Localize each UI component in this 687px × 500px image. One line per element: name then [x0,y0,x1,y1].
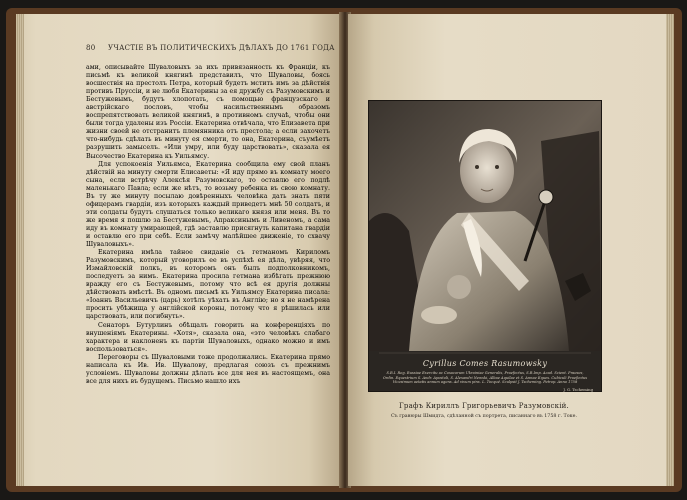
portrait-plate [368,100,602,392]
left-page-edge [16,14,24,486]
body-paragraph-2: Для успокоенія Уильямса, Екатерина сообщила ему свой планъ дѣйствій на минуту смерти Елисаветы: «Я иду прямо въ комнату моего сына, если встрѣчу Алексѣя Разумовскаго, то оставлю его подлѣ маленькаго Павла; если же нѣтъ, то возьму ребенка въ свою комнату. Въ ту же минуту посылаю довѣренныхъ человѣка дать знать пяти офицерамъ гвардіи, изъ которыхъ каждый приведетъ мнѣ 50 солдатъ, и эти солдаты будутъ слушаться только великаго князя или меня. Въ то же время я пошлю за Бестужевымъ, Апраксинымъ и Ливеномъ, а сама иду въ комнату умирающей, гдѣ заставлю присягнуть капитана гвардіи и оставлю его при себѣ. Если замѣчу малѣйшее движеніе, то схвачу Шуваловыхъ». [86,160,330,249]
portrait-legend-line-1: S.R.I. Reg. Russiae Exercitu ac Cosacorum Ukrainiae Generalis, Praefectus, S.R.Imp. Acad. Scient. Praeses, [386,371,584,375]
body-paragraph-1: ами, описывайте Шуваловыхъ за ихъ привязанность къ Франціи, къ письмѣ къ великой княгинѣ представилъ, что Шуваловы, боясь восшествія на престолъ Петра, который будетъ мстить имъ за дѣйствія противъ Пруссіи, и не любя Екатерины за ея дружбу съ Разумовскимъ и Бестужевымъ, будутъ хлопотать, съ помощью французскаго и австрійскаго пословъ, чтобы насильственнымъ образомъ воспрепятствовать великой княгинѣ, в противномъ случаѣ, чтобы они были тогда удалены изъ Россіи. Екатерина отвѣчала, что Елизавета при жизни своей не отстранитъ племянника отъ престола; а если захочетъ что-нибудь сдѣлать въ минуту ея смерти, то она, Екатерина, съумѣетъ разрушить замыселъ. «Или умру, или буду царствовать», сказала ея Высочество Екатерина къ Уильямсу. [86,64,330,160]
portrait-legend-line-2: Ordin. Equestrium S. Andr. Apostoli, S. Alexandri Newski, Albae Aquilae et S. Annae Eques. Cubiculi Praefectus [382,375,588,380]
mace-head [539,190,553,204]
portrait-legend-line-3: Vicesimum aetatis annum agens. Ad vivum pinx. L. Tocqué. Sculpsit J. Tscheming. Petrop. Anno 1758 [392,380,578,385]
portrait-caption-title: Графъ Кириллъ Григорьевичъ Разумовскій. [399,402,569,410]
engraver-note: J. G. Tscheming [563,387,593,392]
running-head-title: УЧАСТІЕ ВЪ ПОЛИТИЧЕСКИХЪ ДѢЛАХЪ ДО 1761 ГОДА [108,44,335,52]
portrait-engraving [369,101,601,391]
page-number: 80 [86,44,96,52]
portrait-signature: Cyrillus Comes Rasumowsky [422,359,548,368]
right-page [348,14,674,486]
left-eye [475,165,479,169]
right-eye [495,165,499,169]
body-paragraph-4: Сенаторъ Бутурлинъ обѣщалъ говорить на конференціяхъ по внушеніямъ Екатерины. «Хотя», сказала она, «это человѣкъ слабаго характера и наклоненъ къ партіи Шуваловыхъ, однако можно и имъ воспользоваться». [86,321,330,353]
right-page-edge [666,14,674,486]
portrait-face [460,139,514,203]
body-paragraph-3: Екатерина имѣла тайное свиданіе съ гетманомъ Кириломъ Разумовскимъ, который уговорилъ ее въ успѣхѣ ея дѣла, увѣряя, что Измайловскій полкъ, въ которомъ онъ былъ подполковникомъ, последуетъ за нимъ. Екатерина просила гетмана избѣгать прежнюю вражду его съ Бестужевымъ, потому что всѣ ея другія должны дѣйствовать вмѣстѣ. Въ одномъ письмѣ къ Уильямсу Екатерина писала: «Іоаннъ Васильевичъ (царь) хотѣлъ уѣхать въ Англію; но я не намѣрена просить убѣжища у англійской короны, потому что я рѣшилась или царствовать, или погибнуть». [86,249,330,321]
body-paragraph-5: Переговоры съ Шуваловыми тоже продолжались. Екатерина прямо написала къ Ив. Ив. Шувалову, предлагая союзъ съ прежнимъ условіемъ. Шуваловы должны дѣлать все для нея въ настоящемъ, она все для нихъ въ будущемъ. Письмо нашло ихъ [86,353,330,385]
left-page-body [86,64,330,386]
hat-in-hand [421,306,457,324]
figure-hand [447,275,471,299]
portrait-caption-subtitle: Съ гравюры Шмидта, сдѣланной съ портрета, писаннаго въ 1758 г. Токе. [390,414,578,419]
